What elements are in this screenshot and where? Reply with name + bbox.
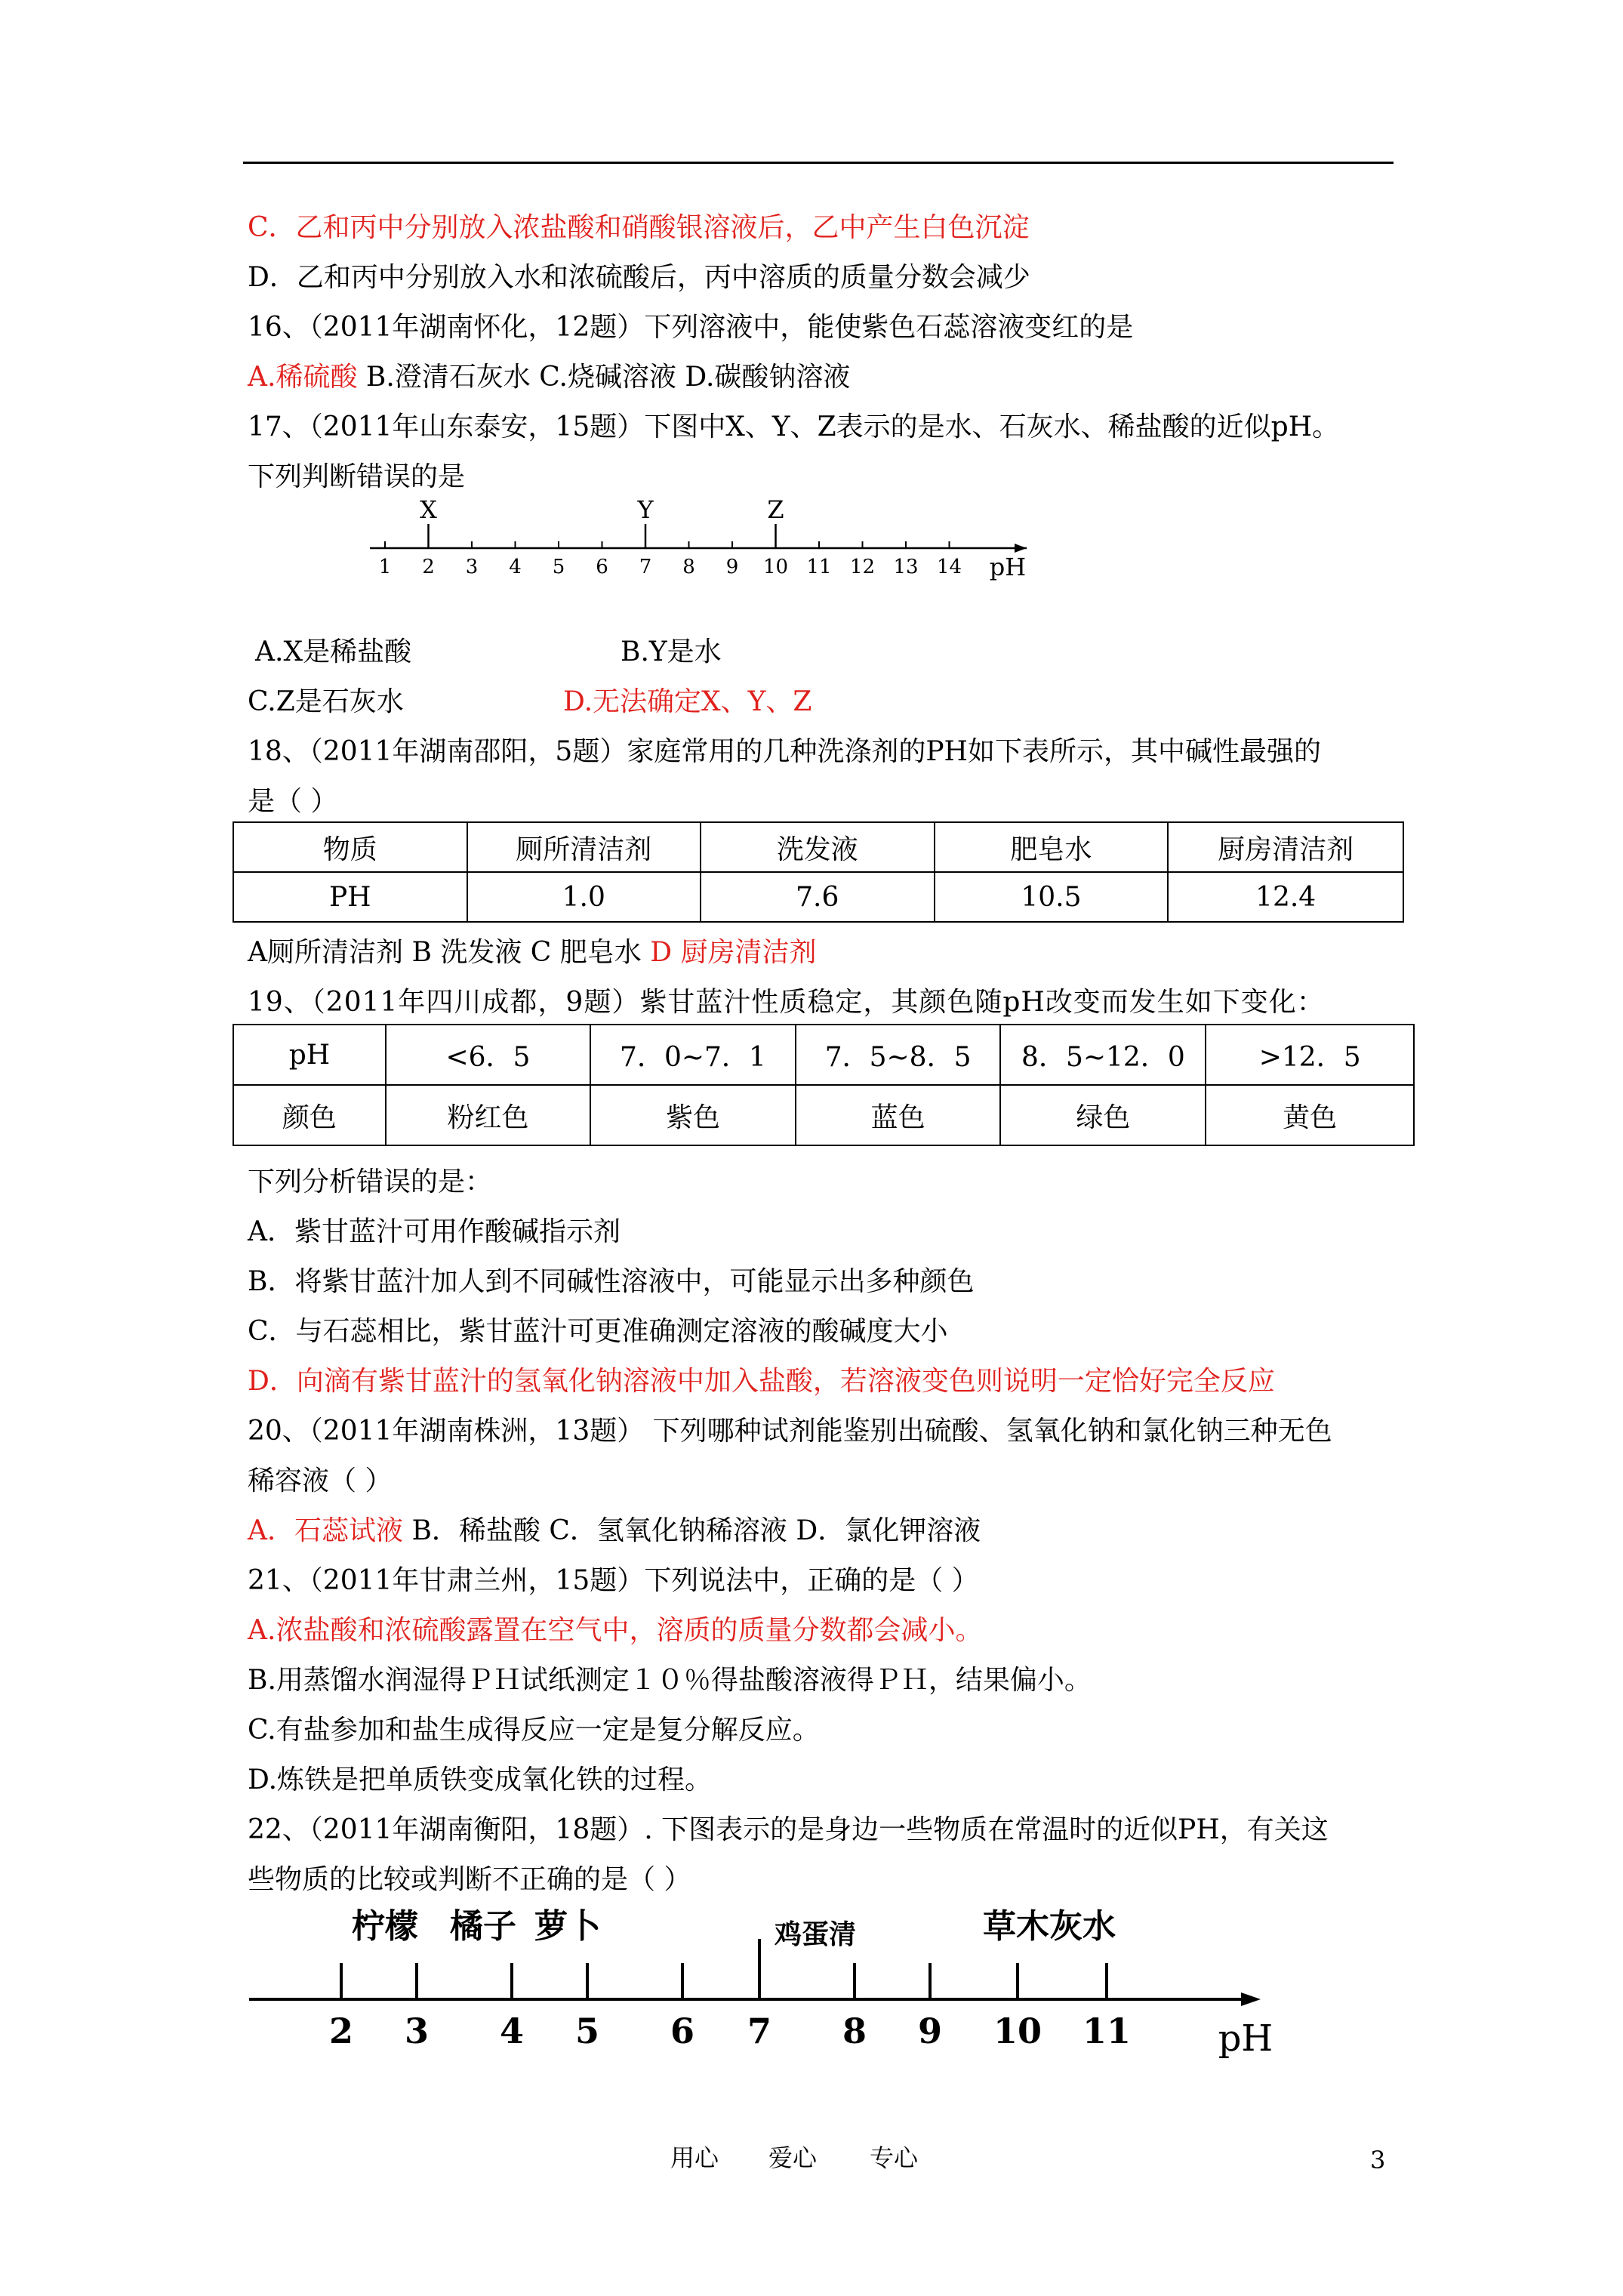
marker-label: X xyxy=(420,495,437,524)
axis-arrow xyxy=(1015,544,1027,553)
table-cell: pH xyxy=(233,1025,386,1085)
substance-label: 草木灰水 xyxy=(983,1907,1116,1946)
table-18 xyxy=(233,821,1404,923)
footer-item: 用心 xyxy=(670,2143,719,2172)
question-17: 17、（2011年山东泰安，15题）下图中X、Y、Z表示的是水、石灰水、稀盐酸的近似pH。 xyxy=(248,411,1340,442)
table-cell: 粉红色 xyxy=(386,1085,590,1145)
ph-scale-22 xyxy=(242,1895,1298,2069)
tick-label: 13 xyxy=(893,556,919,578)
q18-answer: D 厨房清洁剂 xyxy=(650,937,817,968)
table-cell: 绿色 xyxy=(1000,1085,1206,1145)
question-16-options xyxy=(248,361,850,394)
substance-label: 柠檬 xyxy=(352,1907,418,1946)
table-cell: 7．5~8．5 xyxy=(796,1025,1001,1085)
table-cell: 1.0 xyxy=(467,872,701,922)
tick-label: 2 xyxy=(422,556,435,578)
question-21: 21、（2011年甘肃兰州，15题）下列说法中，正确的是（ ） xyxy=(248,1565,979,1596)
footer-item: 爱心 xyxy=(768,2143,818,2172)
question-22-cont: 些物质的比较或判断不正确的是（ ） xyxy=(248,1864,691,1895)
question-19-stem: 下列分析错误的是： xyxy=(248,1166,493,1197)
question-17-cont: 下列判断错误的是 xyxy=(248,461,466,492)
tick-label: 2 xyxy=(328,2011,354,2051)
q21-option-d: D.炼铁是把单质铁变成氧化铁的过程。 xyxy=(248,1764,713,1795)
q17-option-d-answer: D.无法确定X、Y、Z xyxy=(563,686,812,717)
q16-answer: A.稀硫酸 xyxy=(248,362,358,393)
tick-label: 3 xyxy=(465,556,479,578)
tick-label: 7 xyxy=(747,2011,772,2051)
tick-label: 4 xyxy=(509,556,522,578)
tick-label: 9 xyxy=(917,2011,943,2051)
table-cell: 紫色 xyxy=(590,1085,796,1145)
table-cell: 厨房清洁剂 xyxy=(1168,822,1403,872)
tick-label: 8 xyxy=(842,2011,867,2051)
q19-option-b: B．将紫甘蓝汁加人到不同碱性溶液中，可能显示出多种颜色 xyxy=(248,1266,975,1297)
table-row xyxy=(233,1025,1414,1085)
question-22: 22、（2011年湖南衡阳，18题）. 下图表示的是身边一些物质在常温时的近似PH，有关这 xyxy=(248,1814,1329,1845)
table-cell: 12.4 xyxy=(1168,872,1403,922)
table-row xyxy=(233,872,1403,922)
question-18: 18、（2011年湖南邵阳，5题）家庭常用的几种洗涤剂的PH如下表所示，其中碱性最强的 xyxy=(248,736,1321,767)
question-19: 19、（2011年四川成都，9题）紫甘蓝汁性质稳定，其颜色随pH改变而发生如下变化： xyxy=(248,987,1325,1018)
table-cell: 蓝色 xyxy=(796,1085,1001,1145)
table-cell: <6．5 xyxy=(386,1025,590,1085)
ph-scale-17-axis xyxy=(370,495,1027,581)
tick-label: 7 xyxy=(639,556,652,578)
option-c-answer: C．乙和丙中分别放入浓盐酸和硝酸银溶液后，乙中产生白色沉淀 xyxy=(248,212,1030,243)
table-cell: 洗发液 xyxy=(701,822,935,872)
q21-option-c: C.有盐参加和盐生成得反应一定是复分解反应。 xyxy=(248,1715,820,1746)
marker-label: Z xyxy=(767,495,784,524)
tick-label: 10 xyxy=(762,556,789,578)
q17-option-b: B.Y是水 xyxy=(621,636,722,667)
question-20-options xyxy=(248,1515,981,1548)
tick-label: 1 xyxy=(378,556,392,578)
tick-label: 11 xyxy=(1082,2011,1132,2051)
substance-label: 萝卜 xyxy=(534,1907,601,1946)
ph-scale-17 xyxy=(362,491,1042,581)
page-number: 3 xyxy=(1370,2146,1386,2174)
substance-label: 橘子 xyxy=(450,1907,516,1946)
q21-option-a-answer: A.浓盐酸和浓硫酸露置在空气中，溶质的质量分数都会减小。 xyxy=(248,1615,983,1646)
footer-item: 专心 xyxy=(870,2143,919,2172)
header-rule xyxy=(243,162,1394,164)
table-row xyxy=(233,822,1403,872)
q19-option-d-answer: D．向滴有紫甘蓝汁的氢氧化钠溶液中加入盐酸，若溶液变色则说明一定恰好完全反应 xyxy=(248,1366,1275,1397)
question-20: 20、（2011年湖南株洲，13题） 下列哪种试剂能鉴别出硫酸、氢氧化钠和氯化钠三种无色 xyxy=(248,1416,1332,1447)
table-19 xyxy=(233,1024,1415,1146)
option-d: D．乙和丙中分别放入水和浓硫酸后，丙中溶质的质量分数会减少 xyxy=(248,262,1030,293)
table-cell: 7.6 xyxy=(701,872,935,922)
question-18-cont: 是（ ） xyxy=(248,786,338,817)
table-cell: 颜色 xyxy=(233,1085,386,1145)
table-cell: PH xyxy=(233,872,467,922)
question-18-options xyxy=(248,936,817,969)
tick-label: 12 xyxy=(849,556,876,578)
axis-unit: pH xyxy=(989,553,1027,581)
table-cell: 7．0~7．1 xyxy=(590,1025,796,1085)
axis-arrow xyxy=(1241,1992,1261,2006)
marker-label: Y xyxy=(637,495,654,524)
q20-answer: A．石蕊试液 xyxy=(248,1515,403,1546)
q19-option-a: A．紫甘蓝汁可用作酸碱指示剂 xyxy=(248,1216,621,1247)
tick-label: 6 xyxy=(596,556,608,578)
table-cell: 8．5~12．0 xyxy=(1000,1025,1206,1085)
q17-option-c: C.Z是石灰水 xyxy=(248,686,404,717)
table-row xyxy=(233,1085,1414,1145)
ph-scale-22-axis xyxy=(249,1907,1273,2060)
table-cell: 厕所清洁剂 xyxy=(467,822,701,872)
tick-label: 6 xyxy=(670,2011,695,2051)
table-cell: 10.5 xyxy=(935,872,1169,922)
substance-label: 鸡蛋清 xyxy=(774,1919,857,1950)
table-cell: >12．5 xyxy=(1206,1025,1414,1085)
q18-other-options: A厕所清洁剂 B 洗发液 C 肥皂水 xyxy=(248,937,651,968)
table-cell: 物质 xyxy=(233,822,467,872)
q20-other-options: B．稀盐酸 C．氢氧化钠稀溶液 D．氯化钾溶液 xyxy=(403,1515,981,1546)
question-20-cont: 稀容液（ ） xyxy=(248,1465,393,1496)
tick-label: 5 xyxy=(552,556,565,578)
tick-label: 11 xyxy=(806,556,832,578)
tick-label: 4 xyxy=(499,2011,525,2051)
tick-label: 8 xyxy=(682,556,695,578)
tick-label: 3 xyxy=(404,2011,430,2051)
tick-label: 10 xyxy=(993,2011,1042,2051)
tick-label: 5 xyxy=(574,2011,600,2051)
q19-option-c: C．与石蕊相比，紫甘蓝汁可更准确测定溶液的酸碱度大小 xyxy=(248,1316,948,1347)
table-cell: 肥皂水 xyxy=(935,822,1169,872)
q17-option-a: A.X是稀盐酸 xyxy=(255,636,412,667)
q21-option-b: B.用蒸馏水润湿得ＰＨ试纸测定１０％得盐酸溶液得ＰＨ，结果偏小。 xyxy=(248,1665,1092,1696)
question-16: 16、（2011年湖南怀化，12题）下列溶液中，能使紫色石蕊溶液变红的是 xyxy=(248,312,1134,343)
axis-unit: pH xyxy=(1218,2017,1273,2060)
table-cell: 黄色 xyxy=(1206,1085,1414,1145)
q16-other-options: B.澄清石灰水 C.烧碱溶液 D.碳酸钠溶液 xyxy=(357,362,851,393)
tick-label: 9 xyxy=(725,556,739,578)
tick-label: 14 xyxy=(936,556,962,578)
